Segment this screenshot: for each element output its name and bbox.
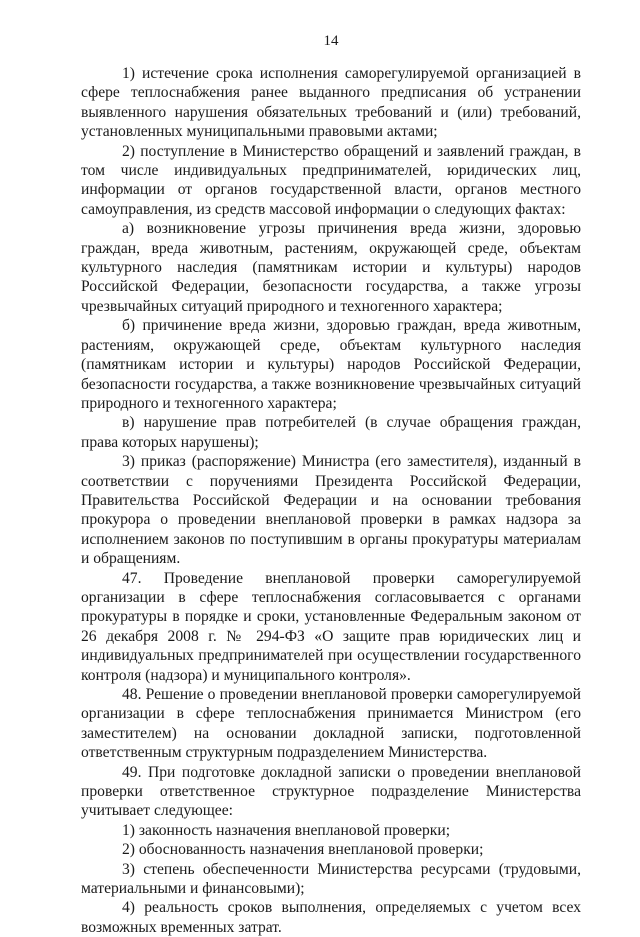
document-body [81,64,581,937]
paragraph-49-3: 3) степень обеспеченности Министерства ресурсами (трудовыми, материальными и финансовыми); [81,860,581,898]
paragraph-2-appeals: 2) поступление в Министерство обращений и заявлений граждан, в том числе индивидуальных предпринимателей, юридических лиц, информации от органов государственной власти, органов местного самоуправления, из средств массовой информации о следующих фактах: [81,142,581,218]
paragraph-a-threat: а) возникновение угрозы причинения вреда жизни, здоровью граждан, вреда животным, растениям, окружающей среде, объектам культурного наследия (памятникам истории и культуры) народов Российской Федерации, безопасности государства, а также угрозы чрезвычайных ситуаций природного и техногенного характера; [81,220,581,315]
paragraph-49: 49. При подготовке докладной записки о проведении внеплановой проверки ответственное структурное подразделение Министерства учитывает следующее: [81,763,581,820]
paragraph-49-4: 4) реальность сроков выполнения, определяемых с учетом всех возможных временных затрат. [81,899,581,936]
paragraph-47: 47. Проведение внеплановой проверки саморегулируемой организации в сфере теплоснабжения согласовывается с органами прокуратуры в порядке и сроки, установленные Федеральным законом от 26 декабря 2008 г. № 294-ФЗ «О защите прав юридических лиц и индивидуальных предпринимателей при осуществлении государственного контроля (надзора) и муниципального контроля». [81,569,581,684]
paragraph-b-harm: б) причинение вреда жизни, здоровью граждан, вреда животным, растениям, окружающей среде, объектам культурного наследия (памятникам истории и культуры) народов Российской Федерации, безопасности государства, а также возникновение чрезвычайных ситуаций природного и техногенного характера; [81,317,581,412]
paragraph-48: 48. Решение о проведении внеплановой проверки саморегулируемой организации в сфере теплоснабжения принимается Министром (его заместителем) на основании докладной записки, подготовленной ответственным структурным подразделением Министерства. [81,686,581,762]
paragraph-1-expiry: 1) истечение срока исполнения саморегулируемой организацией в сфере теплоснабжения ранее выданного предписания об устранении выявленного нарушения обязательных требований и (или) требований, установленных муниципальными правовыми актами; [81,65,581,141]
paragraph-49-1: 1) законность назначения внеплановой проверки; [122,821,451,839]
paragraph-v-consumer-rights: в) нарушение прав потребителей (в случае обращения граждан, права которых нарушены); [81,414,581,451]
page-number: 14 [323,33,339,49]
paragraph-3-order: 3) приказ (распоряжение) Министра (его заместителя), изданный в соответствии с поручениями Президента Российской Федерации, Правительства Российской Федерации и на основании требования прокурора о проведении внеплановой проверки в рамках надзора за исполнением законов по поступившим в органы прокуратуры материалам и обращениям. [81,453,581,568]
paragraph-49-2: 2) обоснованность назначения внеплановой проверки; [122,841,484,859]
